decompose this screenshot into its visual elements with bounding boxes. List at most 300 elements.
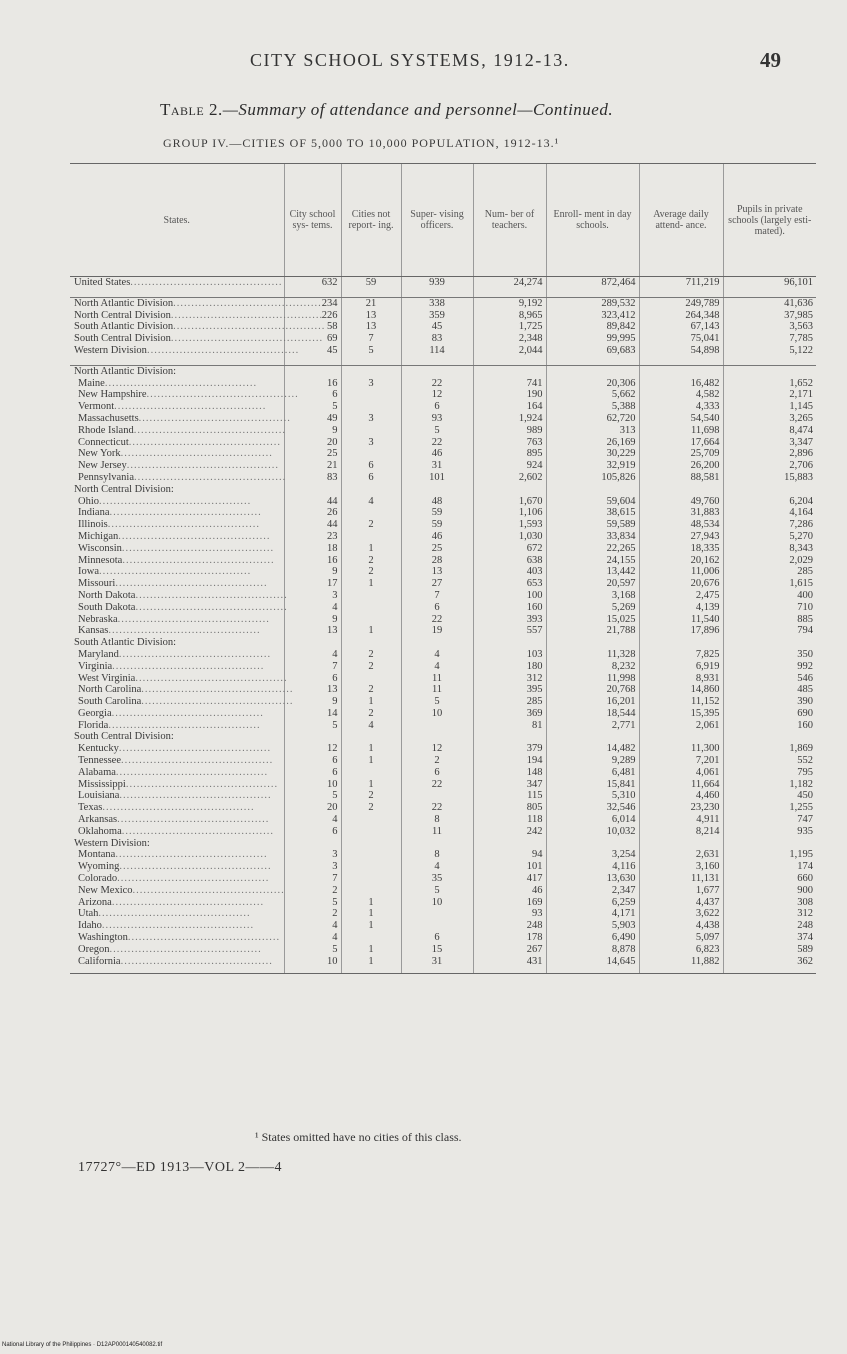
state-name-cell bbox=[70, 614, 284, 626]
value-cell: 248 bbox=[473, 920, 546, 932]
value-cell: 1 bbox=[341, 625, 401, 637]
state-name: North Central Division bbox=[74, 309, 171, 321]
value-cell: 11,006 bbox=[639, 566, 723, 578]
state-name: Louisiana bbox=[78, 790, 120, 802]
value-cell: 25 bbox=[284, 448, 341, 460]
value-cell: 26,169 bbox=[546, 437, 639, 449]
table-row bbox=[70, 755, 816, 767]
value-cell: 7 bbox=[341, 333, 401, 345]
column-header: Num- ber of teachers. bbox=[473, 164, 546, 277]
table-row bbox=[70, 566, 816, 578]
value-cell: 5 bbox=[284, 720, 341, 732]
state-name: Western Division bbox=[74, 344, 147, 356]
state-name: Pennsylvania bbox=[78, 471, 134, 483]
table-row bbox=[70, 413, 816, 425]
value-cell: 4,116 bbox=[546, 861, 639, 873]
leader-dots: .......................................... bbox=[98, 908, 251, 920]
table-row bbox=[70, 814, 816, 826]
value-cell: 13 bbox=[401, 566, 473, 578]
value-cell: 589 bbox=[723, 944, 816, 956]
value-cell: 4,460 bbox=[639, 790, 723, 802]
value-cell: 93 bbox=[473, 908, 546, 920]
state-name-cell bbox=[70, 802, 284, 814]
value-cell: 1 bbox=[341, 696, 401, 708]
value-cell: 6,259 bbox=[546, 897, 639, 909]
state-name: South Central Division bbox=[74, 333, 171, 345]
table-row bbox=[70, 507, 816, 519]
value-cell: 8,343 bbox=[723, 543, 816, 555]
leader-dots: .......................................... bbox=[119, 790, 272, 802]
state-name-cell bbox=[70, 401, 284, 413]
value-cell: 11,998 bbox=[546, 673, 639, 685]
column-header: City school sys- tems. bbox=[284, 164, 341, 277]
value-cell: 369 bbox=[473, 708, 546, 720]
table-row bbox=[70, 460, 816, 472]
value-cell: 46 bbox=[401, 531, 473, 543]
value-cell: 59 bbox=[341, 277, 401, 289]
table-row bbox=[70, 297, 816, 309]
leader-dots: .......................................... bbox=[114, 401, 267, 413]
value-cell: 672 bbox=[473, 543, 546, 555]
value-cell: 6 bbox=[284, 767, 341, 779]
value-cell: 16,482 bbox=[639, 378, 723, 390]
leader-dots: .......................................... bbox=[120, 955, 273, 967]
state-name-cell bbox=[70, 448, 284, 460]
state-name-cell bbox=[70, 908, 284, 920]
column-header: Cities not report- ing. bbox=[341, 164, 401, 277]
value-cell bbox=[401, 908, 473, 920]
value-cell: 289,532 bbox=[546, 297, 639, 309]
value-cell: 1,725 bbox=[473, 321, 546, 333]
value-cell: 15 bbox=[401, 944, 473, 956]
value-cell: 8 bbox=[401, 814, 473, 826]
leader-dots: .......................................... bbox=[170, 309, 324, 321]
state-name-cell bbox=[70, 649, 284, 661]
state-name-cell bbox=[70, 378, 284, 390]
leader-dots: .......................................... bbox=[117, 613, 270, 625]
value-cell: 27,943 bbox=[639, 531, 723, 543]
value-cell: 59,604 bbox=[546, 496, 639, 508]
value-cell: 5,310 bbox=[546, 790, 639, 802]
value-cell: 939 bbox=[401, 277, 473, 289]
value-cell: 194 bbox=[473, 755, 546, 767]
value-cell: 5 bbox=[284, 790, 341, 802]
state-name: Illinois bbox=[78, 519, 108, 531]
state-name-cell bbox=[70, 944, 284, 956]
leader-dots: .......................................... bbox=[101, 920, 255, 932]
value-cell: 638 bbox=[473, 555, 546, 567]
value-cell: 1 bbox=[341, 543, 401, 555]
value-cell: 178 bbox=[473, 932, 546, 944]
value-cell: 101 bbox=[473, 861, 546, 873]
value-cell: 11,131 bbox=[639, 873, 723, 885]
state-name-cell bbox=[70, 684, 294, 696]
value-cell bbox=[341, 932, 401, 944]
value-cell: 2,029 bbox=[723, 555, 816, 567]
leader-dots: .......................................... bbox=[127, 932, 281, 944]
leader-dots: .......................................... bbox=[99, 495, 252, 507]
value-cell: 174 bbox=[723, 861, 816, 873]
table-label: Table 2. bbox=[160, 100, 223, 119]
value-cell: 44 bbox=[284, 496, 341, 508]
value-cell: 20 bbox=[284, 802, 341, 814]
value-cell: 11,328 bbox=[546, 649, 639, 661]
state-name-cell bbox=[70, 849, 284, 861]
value-cell: 31,883 bbox=[639, 507, 723, 519]
value-cell: 17,896 bbox=[639, 625, 723, 637]
value-cell: 285 bbox=[473, 696, 546, 708]
value-cell: 6 bbox=[401, 401, 473, 413]
value-cell: 6 bbox=[284, 673, 341, 685]
value-cell: 83 bbox=[284, 472, 341, 484]
table-row bbox=[70, 649, 816, 661]
value-cell: 18,544 bbox=[546, 708, 639, 720]
leader-dots: .......................................... bbox=[109, 507, 262, 519]
value-cell: 21 bbox=[341, 297, 401, 309]
state-name: Wyoming bbox=[78, 861, 120, 873]
value-cell: 4 bbox=[401, 661, 473, 673]
value-cell: 989 bbox=[473, 425, 546, 437]
value-cell: 4,061 bbox=[639, 767, 723, 779]
state-name: Kentucky bbox=[78, 743, 119, 755]
value-cell: 395 bbox=[473, 684, 546, 696]
value-cell: 242 bbox=[473, 826, 546, 838]
table-row bbox=[70, 625, 816, 637]
value-cell: 4 bbox=[284, 814, 341, 826]
state-name-cell bbox=[70, 861, 284, 873]
value-cell: 59,589 bbox=[546, 519, 639, 531]
value-cell bbox=[341, 602, 401, 614]
table-row bbox=[70, 578, 816, 590]
table-row bbox=[70, 956, 816, 974]
value-cell: 1,106 bbox=[473, 507, 546, 519]
value-cell: 1,593 bbox=[473, 519, 546, 531]
value-cell: 94 bbox=[473, 849, 546, 861]
value-cell: 8,214 bbox=[639, 826, 723, 838]
value-cell: 3,168 bbox=[546, 590, 639, 602]
value-cell: 18 bbox=[284, 543, 341, 555]
value-cell: 1 bbox=[341, 908, 401, 920]
value-cell: 4,437 bbox=[639, 897, 723, 909]
value-cell: 431 bbox=[473, 956, 546, 974]
value-cell: 390 bbox=[723, 696, 816, 708]
value-cell: 1 bbox=[341, 779, 401, 791]
value-cell: 11,540 bbox=[639, 614, 723, 626]
value-cell: 5,662 bbox=[546, 389, 639, 401]
table-row bbox=[70, 378, 816, 390]
print-signature: 17727°—ED 1913—VOL 2——4 bbox=[78, 1160, 283, 1175]
leader-dots: .......................................... bbox=[118, 530, 271, 542]
state-name: South Carolina bbox=[78, 696, 142, 708]
value-cell: 5 bbox=[401, 696, 473, 708]
value-cell: 12 bbox=[401, 743, 473, 755]
table-row bbox=[70, 684, 816, 696]
division-heading-row bbox=[70, 637, 816, 649]
value-cell: 83 bbox=[401, 333, 473, 345]
value-cell: 2 bbox=[341, 519, 401, 531]
state-name: Kansas bbox=[78, 625, 109, 637]
value-cell: 160 bbox=[723, 720, 816, 732]
state-name-cell bbox=[70, 956, 284, 974]
value-cell: 11,300 bbox=[639, 743, 723, 755]
state-name: Utah bbox=[78, 908, 99, 920]
value-cell: 169 bbox=[473, 897, 546, 909]
value-cell: 323,412 bbox=[546, 310, 639, 322]
value-cell: 2 bbox=[284, 908, 341, 920]
leader-dots: .......................................... bbox=[141, 684, 294, 696]
value-cell: 794 bbox=[723, 625, 816, 637]
value-cell: 5 bbox=[284, 944, 341, 956]
value-cell: 3 bbox=[341, 437, 401, 449]
value-cell: 4 bbox=[284, 932, 341, 944]
value-cell: 3 bbox=[284, 590, 341, 602]
value-cell: 4,139 bbox=[639, 602, 723, 614]
value-cell: 58 bbox=[284, 321, 341, 333]
value-cell: 48,534 bbox=[639, 519, 723, 531]
leader-dots: .......................................... bbox=[134, 471, 287, 483]
value-cell: 7 bbox=[284, 873, 341, 885]
value-cell: 28 bbox=[401, 555, 473, 567]
value-cell: 24,274 bbox=[473, 277, 546, 289]
state-name-cell bbox=[70, 790, 284, 802]
value-cell: 4,582 bbox=[639, 389, 723, 401]
table-row bbox=[70, 849, 816, 861]
leader-dots: .......................................... bbox=[111, 896, 265, 908]
value-cell bbox=[401, 790, 473, 802]
leader-dots: .......................................... bbox=[115, 578, 268, 590]
state-name: Rhode Island bbox=[78, 424, 134, 436]
leader-dots: .......................................... bbox=[121, 825, 274, 837]
value-cell: 8,232 bbox=[546, 661, 639, 673]
table-row bbox=[70, 944, 816, 956]
leader-dots: .......................................... bbox=[119, 861, 272, 873]
value-cell: 164 bbox=[473, 401, 546, 413]
table-row bbox=[70, 920, 816, 932]
value-cell: 2 bbox=[341, 802, 401, 814]
state-name: Vermont bbox=[78, 401, 115, 413]
leader-dots: .......................................... bbox=[121, 542, 275, 554]
value-cell: 13 bbox=[284, 625, 341, 637]
value-cell: 264,348 bbox=[639, 310, 723, 322]
value-cell: 22 bbox=[401, 437, 473, 449]
value-cell: 3,622 bbox=[639, 908, 723, 920]
value-cell: 653 bbox=[473, 578, 546, 590]
value-cell: 1,182 bbox=[723, 779, 816, 791]
state-name: Maine bbox=[78, 377, 105, 389]
value-cell: 17 bbox=[284, 578, 341, 590]
division-heading: Western Division: bbox=[74, 837, 150, 849]
state-name: Alabama bbox=[78, 766, 116, 778]
value-cell: 3 bbox=[341, 378, 401, 390]
value-cell: 12 bbox=[284, 743, 341, 755]
library-credit: National Library of the Philippines · D12AP000140540082.tif bbox=[2, 1342, 163, 1348]
table-row bbox=[70, 932, 816, 944]
value-cell: 31 bbox=[401, 460, 473, 472]
value-cell: 312 bbox=[723, 908, 816, 920]
state-name-cell bbox=[70, 519, 284, 531]
value-cell: 35 bbox=[401, 873, 473, 885]
value-cell: 13,442 bbox=[546, 566, 639, 578]
table-row bbox=[70, 885, 816, 897]
state-name-cell bbox=[70, 814, 284, 826]
column-header: Super- vising officers. bbox=[401, 164, 473, 277]
value-cell: 14 bbox=[284, 708, 341, 720]
table-row bbox=[70, 472, 816, 484]
footnote: ¹ States omitted have no cities of this class. bbox=[255, 1130, 462, 1144]
leader-dots: .......................................... bbox=[126, 460, 279, 472]
table-row bbox=[70, 519, 816, 531]
value-cell: 105,826 bbox=[546, 472, 639, 484]
value-cell: 546 bbox=[723, 673, 816, 685]
value-cell: 900 bbox=[723, 885, 816, 897]
section-divider bbox=[70, 289, 816, 298]
table-row bbox=[70, 437, 816, 449]
value-cell: 7 bbox=[284, 661, 341, 673]
value-cell: 6,204 bbox=[723, 496, 816, 508]
value-cell: 6 bbox=[284, 826, 341, 838]
value-cell: 313 bbox=[546, 425, 639, 437]
state-name-cell bbox=[70, 297, 326, 309]
value-cell: 359 bbox=[401, 310, 473, 322]
state-name-cell bbox=[70, 873, 284, 885]
value-cell: 5,388 bbox=[546, 401, 639, 413]
value-cell: 59 bbox=[401, 519, 473, 531]
value-cell: 2,631 bbox=[639, 849, 723, 861]
value-cell: 54,540 bbox=[639, 413, 723, 425]
value-cell: 41,636 bbox=[723, 297, 816, 309]
value-cell bbox=[341, 401, 401, 413]
state-name-cell bbox=[70, 826, 284, 838]
table-row bbox=[70, 531, 816, 543]
page-number: 49 bbox=[760, 48, 781, 72]
value-cell: 1 bbox=[341, 897, 401, 909]
value-cell: 690 bbox=[723, 708, 816, 720]
division-heading: North Central Division: bbox=[74, 483, 174, 495]
value-cell: 710 bbox=[723, 602, 816, 614]
group-title: GROUP IV.—CITIES OF 5,000 TO 10,000 POPULATION, 1912-13.¹ bbox=[163, 136, 560, 150]
state-name-cell bbox=[70, 932, 284, 944]
value-cell: 8,474 bbox=[723, 425, 816, 437]
state-name: Maryland bbox=[78, 648, 119, 660]
state-name: Florida bbox=[78, 719, 109, 731]
leader-dots: .......................................... bbox=[117, 814, 270, 826]
state-name-cell bbox=[70, 543, 284, 555]
value-cell: 14,645 bbox=[546, 956, 639, 974]
value-cell bbox=[341, 507, 401, 519]
table-row bbox=[70, 897, 816, 909]
state-name: Washington bbox=[78, 932, 128, 944]
value-cell: 15,841 bbox=[546, 779, 639, 791]
value-cell: 1,145 bbox=[723, 401, 816, 413]
value-cell: 11 bbox=[401, 684, 473, 696]
state-name-cell bbox=[70, 672, 288, 685]
value-cell: 10 bbox=[401, 708, 473, 720]
state-name: Oklahoma bbox=[78, 825, 122, 837]
table-row bbox=[70, 448, 816, 460]
state-name: Idaho bbox=[78, 920, 102, 932]
leader-dots: .......................................... bbox=[135, 589, 288, 601]
state-name-cell bbox=[70, 507, 284, 519]
division-heading: North Atlantic Division: bbox=[74, 365, 177, 377]
state-name: United States bbox=[74, 277, 131, 288]
state-name: Oregon bbox=[78, 943, 110, 955]
value-cell: 54,898 bbox=[639, 345, 723, 357]
table-row bbox=[70, 779, 816, 791]
table-row bbox=[70, 673, 816, 685]
value-cell: 20,306 bbox=[546, 378, 639, 390]
value-cell: 8,931 bbox=[639, 673, 723, 685]
value-cell: 49 bbox=[284, 413, 341, 425]
value-cell: 16 bbox=[284, 555, 341, 567]
value-cell: 30,229 bbox=[546, 448, 639, 460]
value-cell: 69 bbox=[284, 333, 341, 345]
value-cell: 1,869 bbox=[723, 743, 816, 755]
value-cell bbox=[341, 861, 401, 873]
value-cell: 805 bbox=[473, 802, 546, 814]
value-cell: 552 bbox=[723, 755, 816, 767]
value-cell bbox=[341, 673, 401, 685]
value-cell: 9,289 bbox=[546, 755, 639, 767]
value-cell: 93 bbox=[401, 413, 473, 425]
leader-dots: .......................................... bbox=[120, 448, 273, 460]
value-cell: 16,201 bbox=[546, 696, 639, 708]
value-cell: 17,664 bbox=[639, 437, 723, 449]
table-row bbox=[70, 708, 816, 720]
value-cell: 2,061 bbox=[639, 720, 723, 732]
division-heading-row bbox=[70, 365, 816, 377]
division-heading-row bbox=[70, 484, 816, 496]
value-cell: 267 bbox=[473, 944, 546, 956]
value-cell: 96,101 bbox=[723, 277, 816, 289]
value-cell: 6 bbox=[284, 389, 341, 401]
value-cell: 895 bbox=[473, 448, 546, 460]
value-cell: 6,919 bbox=[639, 661, 723, 673]
state-name: Nebraska bbox=[78, 613, 118, 625]
value-cell: 5,097 bbox=[639, 932, 723, 944]
state-name: Georgia bbox=[78, 707, 112, 719]
table-row bbox=[70, 496, 816, 508]
value-cell: 99,995 bbox=[546, 333, 639, 345]
value-cell: 7,201 bbox=[639, 755, 723, 767]
leader-dots: .......................................... bbox=[122, 554, 275, 566]
table-row bbox=[70, 277, 816, 289]
leader-dots: .......................................... bbox=[173, 297, 326, 309]
leader-dots: .......................................... bbox=[135, 601, 288, 613]
leader-dots: .......................................... bbox=[118, 743, 272, 755]
value-cell: 9 bbox=[284, 696, 341, 708]
value-cell: 312 bbox=[473, 673, 546, 685]
state-name-cell bbox=[70, 589, 288, 602]
value-cell: 338 bbox=[401, 297, 473, 309]
table-row bbox=[70, 389, 816, 401]
value-cell: 180 bbox=[473, 661, 546, 673]
value-cell: 59 bbox=[401, 507, 473, 519]
value-cell: 2,044 bbox=[473, 345, 546, 357]
value-cell: 393 bbox=[473, 614, 546, 626]
value-cell: 9 bbox=[284, 614, 341, 626]
leader-dots: .......................................... bbox=[112, 660, 265, 672]
value-cell: 2 bbox=[341, 566, 401, 578]
state-name: Massachusetts bbox=[78, 412, 139, 424]
leader-dots: .......................................... bbox=[138, 412, 291, 424]
value-cell: 45 bbox=[401, 321, 473, 333]
leader-dots: .......................................... bbox=[111, 707, 264, 719]
state-name: Ohio bbox=[78, 495, 99, 507]
value-cell: 62,720 bbox=[546, 413, 639, 425]
value-cell: 22 bbox=[401, 378, 473, 390]
value-cell: 33,834 bbox=[546, 531, 639, 543]
value-cell: 3 bbox=[284, 849, 341, 861]
